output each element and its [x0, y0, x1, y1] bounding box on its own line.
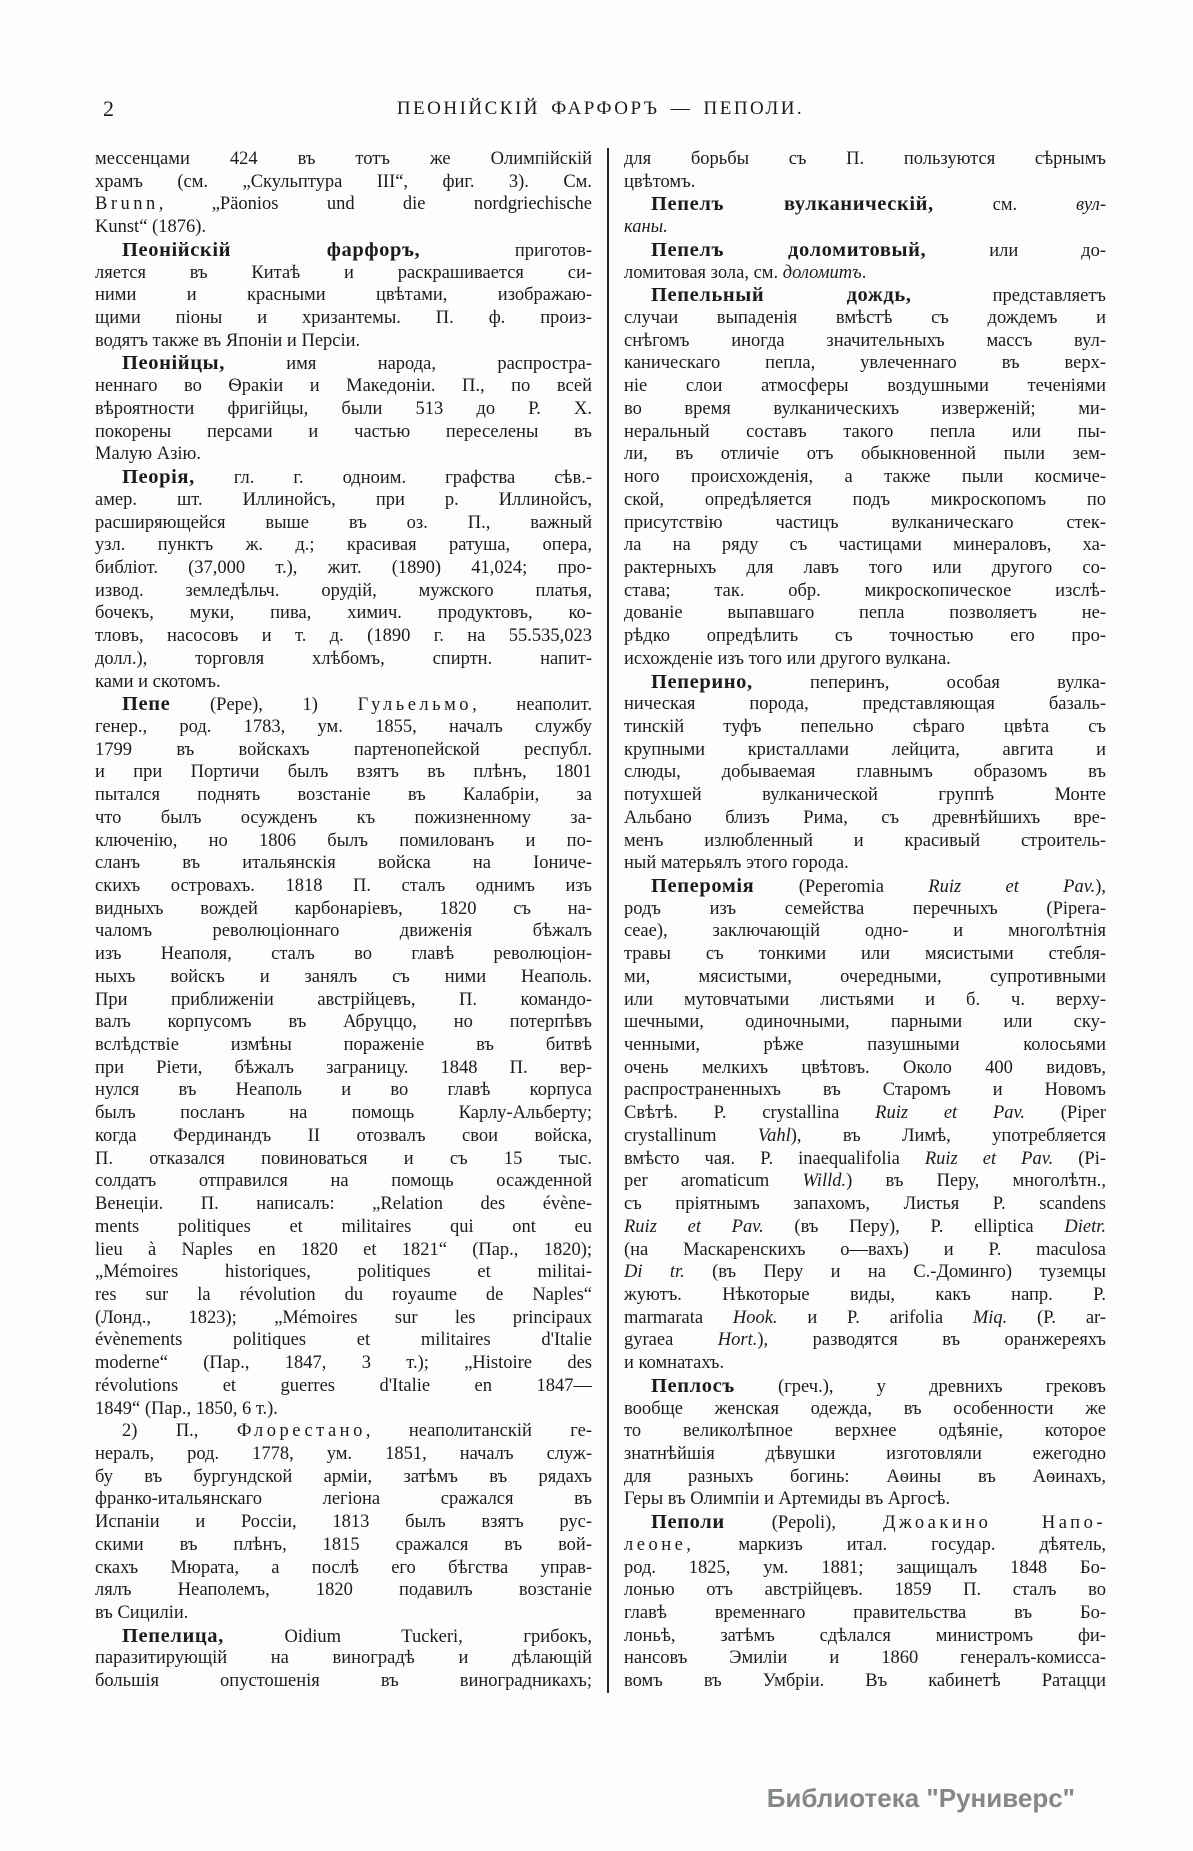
italic-text: Ruiz et Pav.: [875, 1103, 1025, 1124]
text-line: род. 1825, ум. 1881; защищалъ 1848 Бо-: [624, 1557, 1106, 1578]
text-line: gyraea Hort.), разводятся въ оранжереяхъ: [624, 1330, 1106, 1351]
text-line: 2) П., Флорестано, неаполитанскій ге-: [122, 1421, 592, 1442]
italic-text: доломитъ: [782, 262, 862, 283]
text-line: присутствію частицъ вулканическаго стек-: [624, 512, 1106, 533]
running-title: ПЕОНІЙСКІЙ ФАРФОРЪ — ПЕПОЛИ.: [396, 98, 805, 119]
text-line: per aromaticum Willd.) въ Перу, многолѣтн.,: [624, 1171, 1106, 1192]
text-line: вслѣдствіе измѣны пораженіе въ битвѣ: [95, 1035, 592, 1056]
text-line: солдатъ отправился на помощь осажденной: [95, 1171, 592, 1192]
text-line: Венеціи. П. написалъ: „Relation des évène-: [95, 1194, 592, 1215]
text-line: генер., род. 1783, ум. 1855, началъ службу: [95, 716, 592, 737]
headword: Пеплосъ: [651, 1374, 735, 1397]
text-line: очень мелкихъ цвѣтовъ. Около 400 видовъ,: [624, 1057, 1106, 1078]
watermark: Библиотека "Руниверс": [766, 1783, 1075, 1813]
text-line: травы съ тонкими или мясистыми стебля-: [624, 944, 1106, 965]
headword: Пеонійцы,: [122, 352, 225, 375]
text-line: вмѣсто чая. P. inaequalifolia Ruiz et Pav. (Pi-: [624, 1148, 1106, 1169]
text-line: для разныхъ богинь: Аѳины въ Аѳинахъ,: [624, 1466, 1106, 1487]
text-line: Пеорія, гл. г. одноим. графства сѣв.-: [122, 466, 592, 489]
text-line: валъ корпусомъ въ Абруццо, но потерпѣвъ: [95, 1012, 592, 1033]
text-line: неральный составъ такого пепла или пы-: [624, 421, 1106, 442]
text-line: ской, опредѣляется подъ микроскопомъ по: [624, 489, 1106, 510]
italic-text: Dietr.: [1064, 1216, 1106, 1237]
text-line: ceae), заключающій одно- и многолѣтнія: [624, 921, 1106, 942]
text-line: Пепелъ доломитовый, или до-: [651, 238, 1106, 261]
text-line: (на Маскаренскихъ о—вахъ) и P. maculosa: [624, 1239, 1106, 1260]
text-line: Пеонійцы, имя народа, распростра-: [122, 352, 592, 375]
text-line: нулся въ Неаполь и во главѣ корпуса: [95, 1080, 592, 1101]
text-line: пытался поднять возстаніе въ Калабріи, за: [95, 785, 592, 806]
text-line: Пепельный дождь, представляетъ: [651, 284, 1106, 307]
text-line: шечными, одиночными, парными или ску-: [624, 1012, 1106, 1033]
text-line: Ruiz et Pav. (въ Перу), P. elliptica Dietr.: [624, 1216, 1106, 1237]
text-line: moderne“ (Пар., 1847, 3 т.); „Histoire des: [95, 1353, 592, 1374]
text-line: 1799 въ войскахъ партенопейской республ.: [95, 739, 592, 760]
text-line: лонью отъ австрійцевъ. 1859 П. сталъ во: [624, 1580, 1106, 1601]
text-line: ченными, рѣже пазушными колосьями: [624, 1035, 1106, 1056]
text-line: крупными кристаллами лейцита, авгита и: [624, 739, 1106, 760]
text-line: расширяющейся выше въ оз. П., важный: [95, 512, 592, 533]
text-line: то великолѣпное верхнее одѣяніе, которое: [624, 1421, 1106, 1442]
text-line: „Mémoires historiques, politiques et militai-: [95, 1262, 592, 1283]
text-line: амер. шт. Иллинойсъ, при р. Иллинойсъ,: [95, 489, 592, 510]
text-line: Пепелъ вулканическій, см. вул-: [651, 193, 1107, 216]
text-line: библіот. (37,000 т.), жит. (1890) 41,024; про-: [95, 557, 592, 578]
text-line: Пепелица, Oidium Tuckeri, грибокъ,: [122, 1624, 592, 1647]
spaced-name: Brunn: [95, 194, 159, 215]
text-line: узл. пунктъ ж. д.; красивая ратуша, опера,: [95, 535, 592, 556]
text-line: ныхъ войскъ и занялъ съ ними Неаполь.: [95, 966, 592, 987]
page-header: [95, 96, 1106, 126]
italic-text: Ruiz et Pav.: [624, 1216, 764, 1237]
text-line: ключенію, но 1806 былъ помилованъ и по-: [95, 830, 592, 851]
text-line: каническаго пепла, увлеченнаго въ верх-: [624, 353, 1106, 374]
text-line: извод. земледѣльч. орудій, мужского платья,: [95, 580, 592, 601]
text-line: (Лонд., 1823); „Mémoires sur les principaux: [95, 1307, 592, 1328]
text-line: нералъ, род. 1778, ум. 1851, началъ служ-: [95, 1443, 592, 1464]
text-line: При приближеніи австрійцевъ, П. командо-: [95, 989, 592, 1010]
text-line: вомъ въ Умбріи. Въ кабинетѣ Ратацци: [624, 1671, 1106, 1692]
text-line: lieu à Naples en 1820 et 1821“ (Пар., 1820);: [95, 1239, 592, 1260]
text-line: Kunst“ (1876).: [95, 217, 206, 238]
text-line: мессенцами 424 въ тотъ же Олимпійскій: [95, 149, 592, 169]
headword: Пепелъ доломитовый,: [651, 238, 927, 261]
headword: Пеперомія: [651, 875, 755, 897]
text-line: или мутовчатыми листьями и б. ч. верху-: [624, 989, 1106, 1010]
italic-text: Willd.: [802, 1171, 847, 1192]
headword: Пепельный дождь,: [651, 284, 912, 307]
italic-text: Ruiz et Pav.: [924, 1148, 1054, 1169]
text-line: ми, мясистыми, очередными, супротивными: [624, 966, 1106, 987]
text-line: ный матерьялъ этого города.: [624, 853, 849, 874]
text-line: знатнѣйшія дѣвушки изготовляли ежегодно: [624, 1443, 1106, 1464]
text-line: ками и скотомъ.: [95, 671, 221, 692]
text-line: Испаніи и Россіи, 1813 былъ взятъ рус-: [95, 1512, 592, 1533]
spaced-name: леоне,: [624, 1534, 695, 1555]
italic-text: Ruiz et Pav.: [928, 877, 1096, 897]
text-line: ними и красными цвѣтами, изображаю-: [95, 285, 592, 306]
text-columns: [95, 148, 1106, 1693]
text-line: Геры въ Олимпіи и Артемиды въ Аргосѣ.: [624, 1489, 951, 1510]
italic-text: вул-: [1076, 195, 1107, 216]
text-line: во время вулканическихъ изверженій; ми-: [624, 398, 1106, 419]
headword: Пепелица,: [122, 1624, 224, 1647]
italic-text: Hort.: [717, 1330, 758, 1351]
headword: Пеорія,: [122, 466, 195, 489]
text-line: скахъ Мюрата, а послѣ его бѣгства управ-: [95, 1557, 592, 1578]
text-line: Пеонійскій фарфоръ, приготов-: [122, 238, 592, 261]
text-line: леоне, маркизъ итал. государ. дѣятель,: [624, 1534, 1106, 1555]
text-line: става; так. обр. микроскопическое изслѣ-: [624, 580, 1106, 601]
text-line: паразитирующій на виноградѣ и дѣлающій: [95, 1648, 592, 1669]
text-line: случаи выпаденія вмѣстѣ съ дождемъ и: [624, 308, 1106, 329]
text-line: чаломъ революціоннаго движенія бѣжалъ: [95, 921, 592, 942]
headword: Пепелъ вулканическій,: [651, 193, 934, 216]
text-line: вообще женская одежда, въ особенности же: [624, 1398, 1106, 1419]
text-line: ments politiques et militaires qui ont eu: [95, 1216, 592, 1237]
text-line: и при Портичи былъ взятъ въ плѣнъ, 1801: [95, 762, 592, 783]
text-line: Свѣтѣ. P. crystallina Ruiz et Pav. (Piper: [624, 1103, 1106, 1124]
text-line: Пеперомія (Peperomia Ruiz et Pav.),: [651, 875, 1106, 897]
italic-text: Di tr.: [624, 1262, 685, 1283]
headword: Пеперино,: [651, 670, 753, 693]
text-line: видныхъ вождей карбонаріевъ, 1820 съ на-: [95, 898, 592, 919]
text-line: рѣдко опредѣлить съ точностью его про-: [624, 626, 1106, 647]
text-line: évènements politiques et militaires d'Italie: [95, 1330, 592, 1351]
text-line: при Ріети, бѣжалъ заграницу. 1848 П. вер-: [95, 1057, 592, 1078]
text-line: сланъ въ итальянскія войска на Іониче-: [95, 853, 592, 874]
text-line: бочекъ, муки, пива, химич. продуктовъ, ко-: [95, 603, 592, 624]
text-line: ническая порода, представляющая базаль-: [624, 694, 1106, 715]
text-line: révolutions et guerres d'Italie en 1847—: [95, 1375, 592, 1396]
text-line: marmarata Hook. и P. arifolia Miq. (P. ar-: [624, 1307, 1106, 1328]
text-line: 1849“ (Пар., 1850, 6 т.).: [95, 1398, 278, 1419]
left-column: [95, 148, 607, 1693]
text-line: родъ изъ семейства перечныхъ (Pipera-: [624, 898, 1106, 919]
italic-text: Hook.: [732, 1307, 778, 1328]
text-line: покорены персами и частью переселены въ: [95, 421, 592, 442]
italic-text: каны.: [624, 217, 668, 238]
text-line: тинскій туфъ пепельно сѣраго цвѣта съ: [624, 716, 1106, 737]
text-line: лялъ Неаполемъ, 1820 подавилъ возстаніе: [95, 1580, 592, 1601]
spaced-name: Флорестано: [236, 1421, 366, 1442]
text-line: цвѣтомъ.: [624, 171, 696, 192]
text-line: исхожденіе изъ того или другого вулкана.: [624, 648, 951, 669]
text-line: [624, 216, 1106, 239]
headword: Пеонійскій фарфоръ,: [122, 238, 421, 261]
text-line: дованіе выпавшаго пепла позволяетъ не-: [624, 603, 1106, 624]
text-line: Альбано близъ Рима, съ древнѣйшихъ вре-: [624, 807, 1106, 828]
text-line: бу въ бургундской арміи, затѣмъ въ рядахъ: [95, 1466, 592, 1487]
right-column: [607, 148, 1106, 1693]
text-line: съ пріятнымъ запахомъ, Листья P. scandens: [624, 1194, 1106, 1215]
text-line: водятъ также въ Японіи и Персіи.: [95, 330, 361, 351]
text-line: ніе слои атмосферы воздушными теченіями: [624, 376, 1106, 397]
text-line: скихъ островахъ. 1818 П. сталъ однимъ изъ: [95, 876, 592, 896]
text-line: Di tr. (въ Перу и на С.-Доминго) туземцы: [624, 1262, 1106, 1283]
text-line: скими въ плѣнъ, 1815 сражался въ вой-: [95, 1534, 592, 1555]
text-line: когда Фердинандъ II отозвалъ свои войска,: [95, 1125, 592, 1146]
italic-text: Miq.: [972, 1307, 1008, 1328]
text-line: для борьбы съ П. пользуются сѣрнымъ: [624, 149, 1106, 169]
text-line: жуютъ. Нѣкоторые виды, какъ напр. P.: [624, 1284, 1106, 1305]
text-line: слюды, добываемая главнымъ образомъ въ: [624, 762, 1106, 783]
text-line: Пеполи (Pepoli), Джоакино Напо-: [651, 1511, 1106, 1534]
italic-text: Vahl: [757, 1125, 791, 1146]
text-line: франко-итальянскаго легіона сражался въ: [95, 1489, 592, 1510]
text-line: ломитовая зола, см. доломитъ.: [624, 262, 867, 283]
text-line: потухшей вулканической группѣ Монте: [624, 785, 1106, 806]
text-line: res sur la révolution du royaume de Naples“: [95, 1284, 592, 1305]
headword: Пепе: [122, 693, 171, 716]
text-line: былъ посланъ на помощь Карлу-Альберту;: [95, 1103, 592, 1124]
text-line: Brunn, „Päonios und die nordgriechische: [95, 194, 592, 215]
text-line: изъ Неаполя, сталъ во главѣ революціон-: [95, 944, 592, 965]
text-line: лоньѣ, затѣмъ сдѣлался министромъ фи-: [624, 1625, 1106, 1646]
text-line: большія опустошенія въ виноградникахъ;: [95, 1671, 592, 1692]
text-line: Малую Азію.: [95, 444, 202, 465]
text-line: вѣроятности фригійцы, были 513 до Р. Х.: [95, 398, 592, 419]
text-line: и комнатахъ.: [624, 1353, 725, 1374]
text-line: тловъ, насосовъ и т. д. (1890 г. на 55.535,023: [95, 626, 592, 647]
text-line: ляется въ Китаѣ и раскрашивается си-: [95, 262, 592, 283]
text-line: Пеплосъ (греч.), у древнихъ грековъ: [651, 1374, 1106, 1397]
page-number: 2: [103, 96, 114, 121]
text-line: снѣгомъ иногда значительныхъ массъ вул-: [624, 330, 1106, 351]
headword: Пеполи: [651, 1511, 725, 1534]
spaced-name: Джоакино Напо-: [882, 1513, 1106, 1534]
text-line: рактерныхъ для лавъ того или другого со-: [624, 557, 1106, 578]
text-line: ли, въ отличіе отъ обыкновенной пыли зем-: [624, 444, 1106, 465]
text-line: въ Сициліи.: [95, 1603, 189, 1623]
text-line: храмъ (см. „Скульптура III“, фиг. 3). См.: [95, 171, 592, 192]
text-line: что былъ осужденъ къ пожизненному за-: [95, 807, 592, 828]
text-line: Пепе (Pepe), 1) Гульельмо, неаполит.: [122, 693, 592, 716]
spaced-name: Гульельмо: [357, 695, 473, 716]
text-line: менъ излюбленный и красивый строитель-: [624, 830, 1106, 851]
text-line: ла на ряду съ частицами минераловъ, ха-: [624, 535, 1106, 556]
text-line: неннаго во Ѳракіи и Македоніи. П., по всей: [95, 376, 592, 397]
text-line: щими піоны и хризантемы. П. ф. произ-: [95, 308, 592, 329]
text-line: главѣ временнаго правительства въ Бо-: [624, 1603, 1106, 1623]
text-line: ного происхожденія, а также пыли космиче-: [624, 467, 1106, 488]
text-line: Пеперино, пеперинъ, особая вулка-: [651, 670, 1106, 693]
text-line: нансовъ Эмиліи и 1860 генералъ-комисса-: [624, 1648, 1106, 1669]
text-line: долл.), торговля хлѣбомъ, спиртн. напит-: [95, 648, 592, 669]
text-line: П. отказался повиноваться и съ 15 тыс.: [95, 1148, 592, 1169]
text-line: распространенныхъ въ Старомъ и Новомъ: [624, 1080, 1106, 1101]
text-line: crystallinum Vahl), въ Лимѣ, употребляется: [624, 1125, 1106, 1146]
